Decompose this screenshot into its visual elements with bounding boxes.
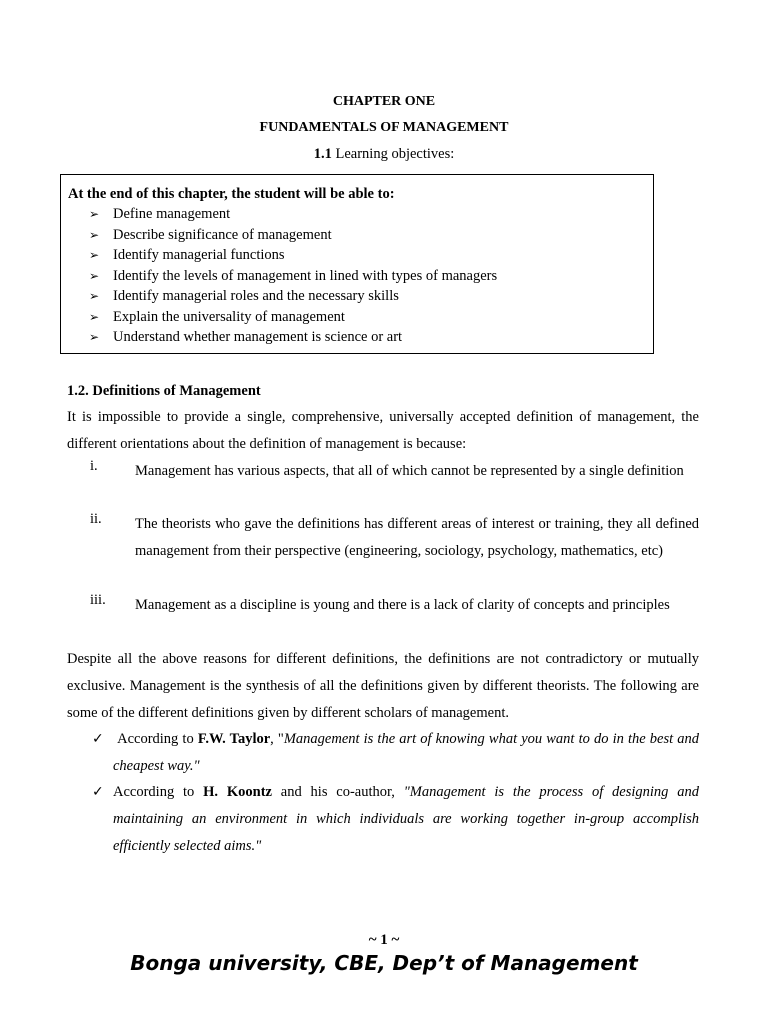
chapter-title: FUNDAMENTALS OF MANAGEMENT bbox=[259, 120, 509, 135]
author-name: H. Koontz bbox=[203, 784, 272, 800]
arrow-bullet-icon: ➢ bbox=[89, 268, 100, 283]
arrow-bullet-icon: ➢ bbox=[89, 309, 100, 324]
reason-number: iii. bbox=[90, 592, 106, 608]
chapter-label: CHAPTER ONE bbox=[332, 94, 436, 109]
despite-paragraph: Despite all the above reasons for different definitions, the definitions are not contradictory or mutually exclusive. Management is the synthesis of all the definitions given by different theorists. The following are some of the different definitions given by different scholars of management. bbox=[67, 651, 699, 721]
checkmark-icon: ✓ bbox=[92, 784, 104, 800]
arrow-bullet-icon: ➢ bbox=[89, 227, 100, 242]
section-intro: It is impossible to provide a single, comprehensive, universally accepted definition of management, the different orientations about the definition of management is because: bbox=[67, 409, 699, 452]
objectives-list bbox=[89, 204, 497, 348]
objective-item: ➢ Identify managerial roles and the necessary skills bbox=[89, 286, 497, 307]
arrow-bullet-icon: ➢ bbox=[89, 289, 100, 303]
definition-quote: Management is the art of knowing what you want to do in the best and cheapest way." bbox=[113, 731, 699, 774]
section-heading: 1.2. Definitions of Management bbox=[67, 383, 261, 399]
objectives-label: Learning objectives: bbox=[331, 146, 455, 162]
reason-number: i. bbox=[90, 458, 98, 474]
objective-item: ➢ Understand whether management is science or art bbox=[89, 327, 497, 348]
definition-quote: "Management is the process of designing and maintaining an environment in which individuals are working together in-group accomplish efficiently selected aims." bbox=[113, 784, 699, 854]
objectives-heading bbox=[0, 146, 768, 163]
objectives-number: 1.1 bbox=[313, 146, 332, 162]
objective-item: ➢ Identify the levels of management in lined with types of managers bbox=[89, 266, 497, 287]
objective-item: ➢ Define management bbox=[89, 204, 497, 225]
author-name: F.W. Taylor bbox=[197, 731, 271, 747]
definition-taylor: According to F.W. Taylor, "Management is the art of knowing what you want to do in the best and cheapest way." bbox=[113, 731, 699, 774]
arrow-bullet-icon: ➢ bbox=[89, 207, 100, 221]
objective-item: ➢ Identify managerial functions bbox=[89, 245, 497, 266]
footer-institution: Bonga university, CBE, Dep’t of Management bbox=[130, 951, 638, 975]
reason-text: Management has various aspects, that all of which cannot be represented by a single definition bbox=[135, 463, 684, 479]
objectives-box bbox=[60, 174, 654, 354]
objectives-intro: At the end of this chapter, the student will be able to: bbox=[68, 186, 395, 202]
definition-koontz: According to H. Koontz and his co-author, "Management is the process of designing and maintaining an environment in which individuals are working together in-group accomplish efficiently selected aims." bbox=[113, 784, 699, 854]
objective-item: ➢ Describe significance of management bbox=[89, 225, 497, 246]
checkmark-icon: ✓ bbox=[92, 731, 104, 747]
arrow-bullet-icon: ➢ bbox=[89, 330, 100, 344]
arrow-bullet-icon: ➢ bbox=[89, 248, 100, 262]
objective-item: ➢ Explain the universality of management bbox=[89, 307, 497, 328]
reason-text: The theorists who gave the definitions has different areas of interest or training, they all defined management from their perspective (engineering, sociology, psychology, mathematics, etc) bbox=[135, 516, 699, 559]
reason-text: Management as a discipline is young and there is a lack of clarity of concepts and principles bbox=[135, 597, 670, 613]
reason-number: ii. bbox=[90, 511, 102, 527]
page-number: ~ 1 ~ bbox=[368, 932, 400, 948]
